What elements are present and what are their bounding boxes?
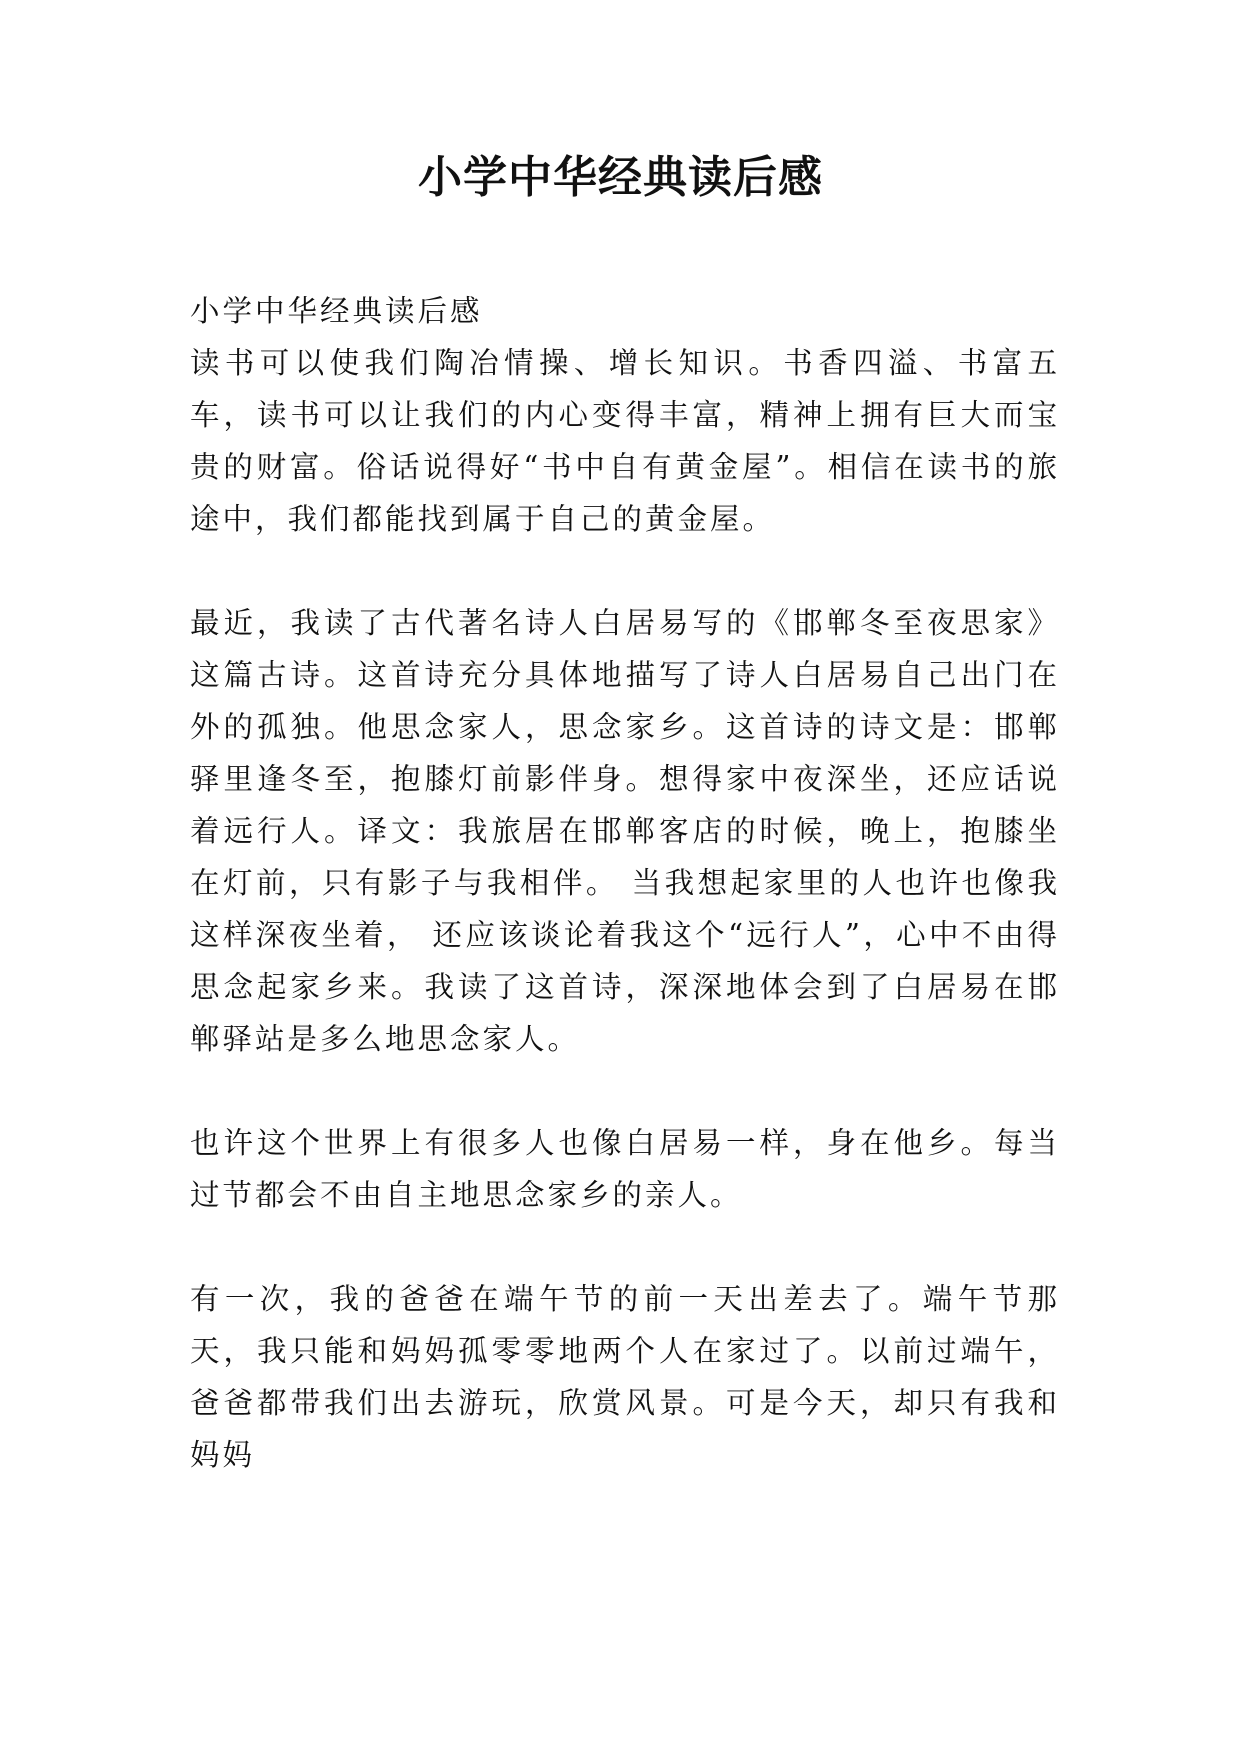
paragraph-3: 也许这个世界上有很多人也像白居易一样，身在他乡。每当过节都会不由自主地思念家乡的亲人。 [190, 1126, 1060, 1212]
document-body [190, 285, 1060, 1481]
paragraph-2: 最近，我读了古代著名诗人白居易写的《邯郸冬至夜思家》这篇古诗。这首诗充分具体地描写了诗人白居易自己出门在外的孤独。他思念家人，思念家乡。这首诗的诗文是：邯郸驿里逢冬至，抱膝灯前影伴身。想得家中夜深坐，还应话说着远行人。译文：我旅居在邯郸客店的时候，晚上，抱膝坐在灯前，只有影子与我相伴。 当我想起家里的人也许也像我这样深夜坐着， 还应该谈论着我这个“远行人”，心中不由得思念起家乡来。我读了这首诗，深深地体会到了白居易在邯郸驿站是多么地思念家人。 [190, 606, 1060, 1056]
document-title: 小学中华经典读后感 [418, 152, 823, 203]
paragraph-gap [190, 545, 1060, 597]
paragraph-gap [190, 1221, 1060, 1273]
paragraph-1: 读书可以使我们陶冶情操、增长知识。书香四溢、书富五车，读书可以让我们的内心变得丰富，精神上拥有巨大而宝贵的财富。俗话说得好“书中自有黄金屋”。相信在读书的旅途中，我们都能找到属于自己的黄金屋。 [190, 346, 1060, 536]
document-subtitle: 小学中华经典读后感 [190, 294, 483, 328]
paragraph-gap [190, 1065, 1060, 1117]
paragraph-4: 有一次，我的爸爸在端午节的前一天出差去了。端午节那天，我只能和妈妈孤零零地两个人在家过了。以前过端午，爸爸都带我们出去游玩，欣赏风景。可是今天，却只有我和妈妈 [190, 1282, 1060, 1472]
